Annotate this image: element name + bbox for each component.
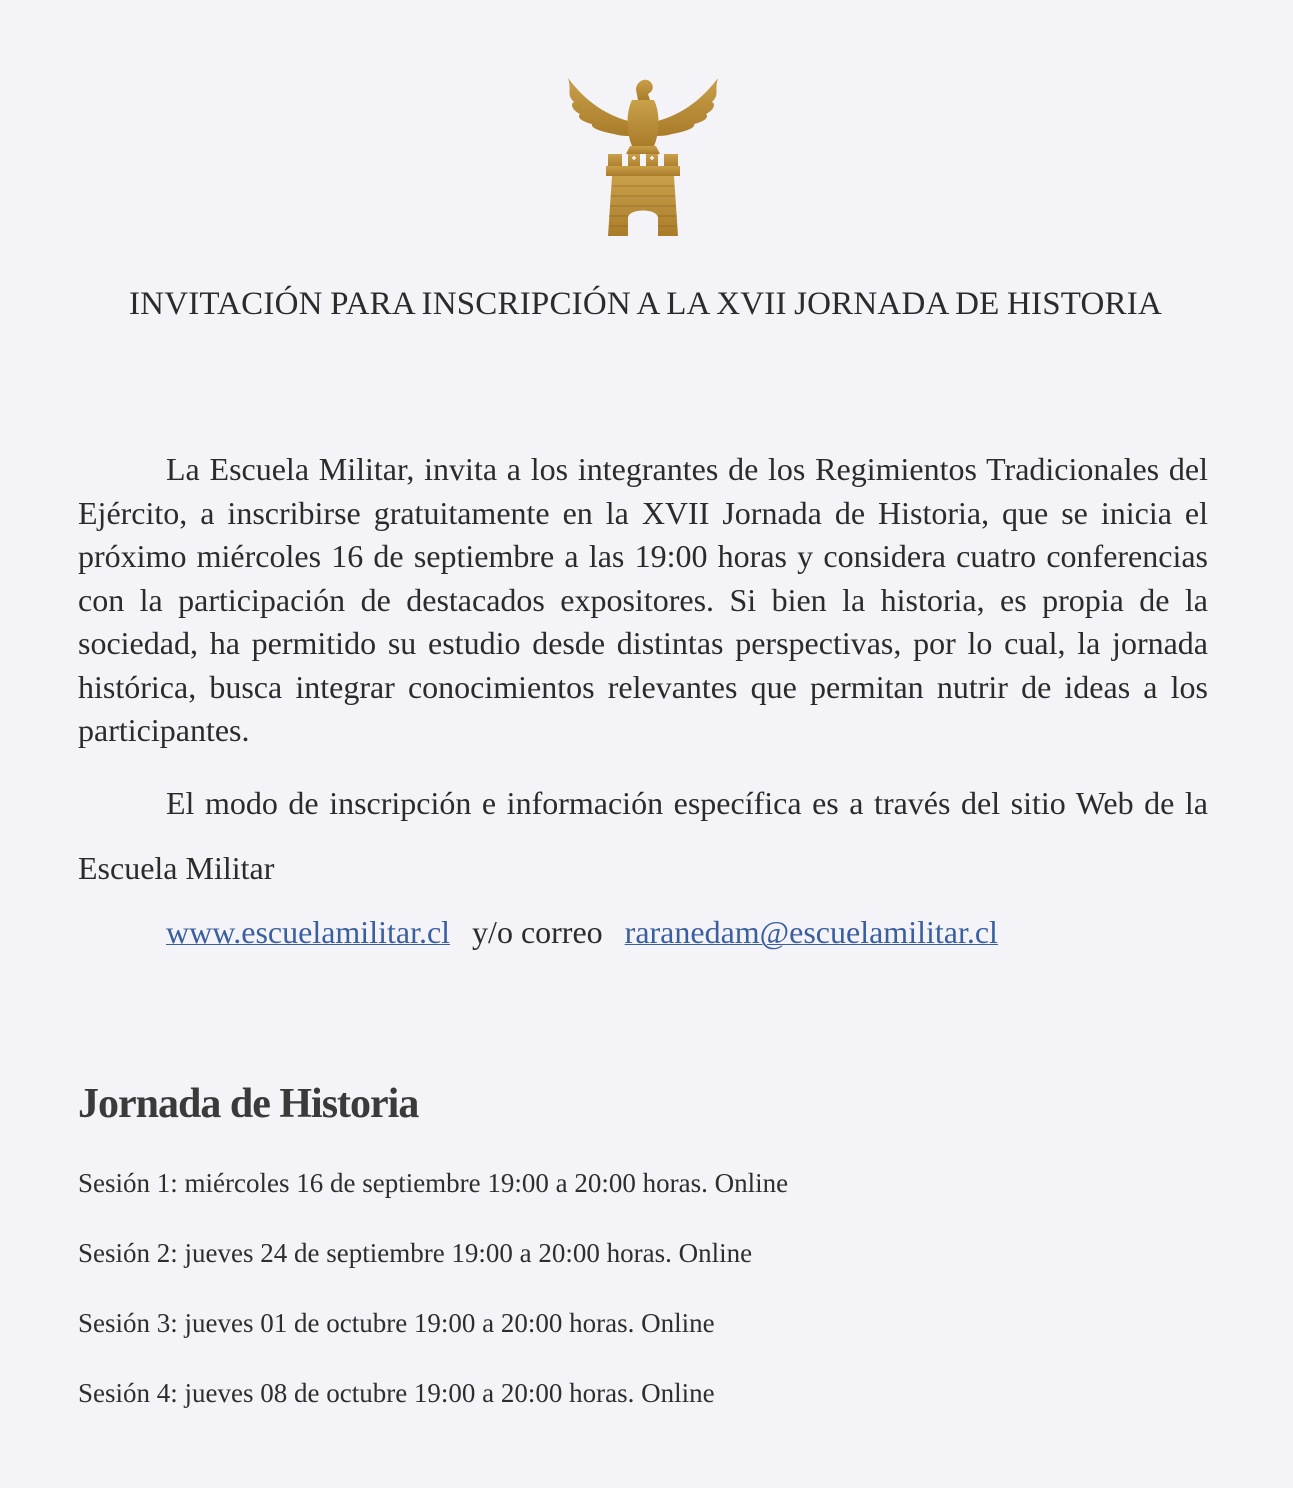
invitation-paragraph: La Escuela Militar, invita a los integrantes de los Regimientos Tradicionales del Ejército, a inscribirse gratuitamente en la XVII Jornada de Historia, que se inicia el próximo miércoles 16 de septiembre a las 19:00 horas y considera cuatro conferencias con la participación de destacados expositores. Si bien la historia, es propia de la sociedad, ha permitido su estudio desde distintas perspectivas, por lo cual, la jornada histórica, busca integrar conocimientos relevantes que permitan nutrir de ideas a los participantes. [78,451,1208,748]
eagle-tower-emblem-icon [562,70,724,240]
link-separator: y/o correo [472,914,603,950]
document-title: INVITACIÓN PARA INSCRIPCIÓN A LA XVII JORNADA DE HISTORIA [128,286,1162,322]
session-item: Sesión 4: jueves 08 de octubre 19:00 a 20:00 horas. Online [78,1378,715,1408]
contact-links [166,914,998,951]
schedule-heading: Jornada de Historia [78,1081,419,1127]
session-item: Sesión 3: jueves 01 de octubre 19:00 a 20:00 horas. Online [78,1308,715,1338]
website-link[interactable]: www.escuelamilitar.cl [166,914,451,950]
session-item: Sesión 1: miércoles 16 de septiembre 19:00 a 20:00 horas. Online [78,1168,789,1198]
email-link[interactable]: raranedam@escuelamilitar.cl [624,914,998,950]
registration-paragraph: El modo de inscripción e información específica es a través del sitio Web de la Escuela Militar [78,785,1208,886]
session-item: Sesión 2: jueves 24 de septiembre 19:00 a 20:00 horas. Online [78,1238,753,1268]
